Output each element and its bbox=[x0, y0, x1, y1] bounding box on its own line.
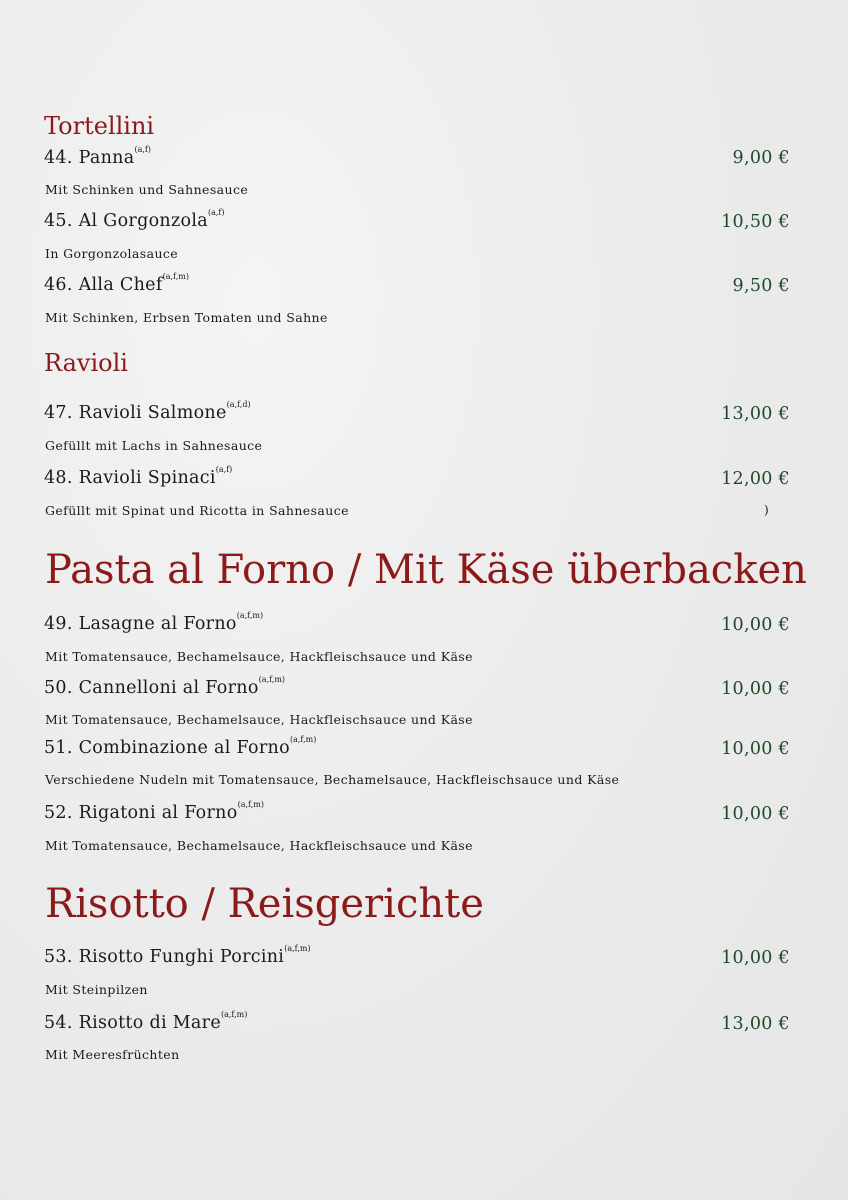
allergen-codes: (a,f,m) bbox=[284, 944, 311, 954]
allergen-codes: (a,f,d) bbox=[226, 400, 251, 410]
menu-item-description: Verschiedene Nudeln mit Tomatensauce, Bechamelsauce, Hackfleischsauce und Käse bbox=[45, 772, 620, 787]
menu-item-name: 54. Risotto di Mare$^{(a,f,m)}$ bbox=[44, 1010, 248, 1033]
menu-item-name: 47. Ravioli Salmone$^{(a,f,d)}$ bbox=[44, 400, 251, 423]
menu-item-description: Mit Meeresfrüchten bbox=[45, 1047, 180, 1062]
menu-item-price: 9,50 € bbox=[732, 276, 790, 296]
menu-item-description: In Gorgonzolasauce bbox=[45, 246, 179, 261]
menu-item-name: 48. Ravioli Spinaci$^{(a,f)}$ bbox=[44, 465, 233, 488]
menu-item-description: Mit Tomatensauce, Bechamelsauce, Hackfleischsauce und Käse bbox=[45, 649, 473, 664]
menu-item-name: 45. Al Gorgonzola$^{(a,f)}$ bbox=[44, 208, 225, 231]
allergen-codes: (a,f,m) bbox=[237, 800, 264, 810]
menu-item-price: 10,00 € bbox=[721, 948, 790, 968]
allergen-codes: (a,f) bbox=[207, 208, 225, 218]
menu-item-name: 52. Rigatoni al Forno$^{(a,f,m)}$ bbox=[44, 800, 264, 823]
menu-item-description: Mit Steinpilzen bbox=[45, 982, 148, 997]
menu-item-description: Gefüllt mit Spinat und Ricotta in Sahnesauce bbox=[45, 503, 349, 518]
allergen-codes: (a,f) bbox=[215, 465, 233, 475]
menu-item-price: 10,50 € bbox=[721, 212, 790, 232]
menu-item-price: 10,00 € bbox=[721, 615, 790, 635]
allergen-codes: (a,f) bbox=[134, 145, 152, 155]
menu-item-price: 13,00 € bbox=[721, 404, 790, 424]
allergen-codes: (a,f,m) bbox=[162, 272, 189, 282]
section-heading-pasta-al-forno: Pasta al Forno / Mit Käse überbacken bbox=[45, 547, 807, 593]
menu-item-description: Mit Schinken, Erbsen Tomaten und Sahne bbox=[45, 310, 328, 325]
section-heading-ravioli: Ravioli bbox=[44, 349, 128, 377]
menu-item-description: Mit Schinken und Sahnesauce bbox=[45, 182, 249, 197]
menu-item-description: Mit Tomatensauce, Bechamelsauce, Hackfleischsauce und Käse bbox=[45, 712, 473, 727]
menu-item-description: Gefüllt mit Lachs in Sahnesauce bbox=[45, 438, 263, 453]
menu-item-name: 46. Alla Chef$^{(a,f,m)}$ bbox=[44, 272, 189, 295]
menu-item-name: 44. Panna$^{(a,f)}$ bbox=[44, 145, 152, 168]
section-heading-risotto: Risotto / Reisgerichte bbox=[45, 881, 484, 927]
menu-item-name: 51. Combinazione al Forno$^{(a,f,m)}$ bbox=[44, 735, 317, 758]
menu-item-name: 50. Cannelloni al Forno$^{(a,f,m)}$ bbox=[44, 675, 286, 698]
menu-item-price: 9,00 € bbox=[732, 148, 790, 168]
allergen-codes: (a,f,m) bbox=[220, 1010, 248, 1020]
menu-item-description: Mit Tomatensauce, Bechamelsauce, Hackfleischsauce und Käse bbox=[45, 838, 473, 853]
allergen-codes: (a,f,m) bbox=[258, 675, 286, 685]
menu-item-price: 10,00 € bbox=[721, 679, 790, 699]
menu-item-price: 13,00 € bbox=[721, 1014, 790, 1034]
section-heading-tortellini: Tortellini bbox=[44, 112, 155, 140]
allergen-codes: (a,f,m) bbox=[236, 611, 264, 621]
menu-item-name: 49. Lasagne al Forno$^{(a,f,m)}$ bbox=[44, 611, 264, 634]
stray-parenthesis: ) bbox=[764, 503, 769, 517]
menu-item-name: 53. Risotto Funghi Porcini$^{(a,f,m)}$ bbox=[44, 944, 311, 967]
allergen-codes: (a,f,m) bbox=[289, 735, 317, 745]
menu-item-price: 10,00 € bbox=[721, 804, 790, 824]
menu-item-price: 12,00 € bbox=[721, 469, 790, 489]
menu-item-price: 10,00 € bbox=[721, 739, 790, 759]
